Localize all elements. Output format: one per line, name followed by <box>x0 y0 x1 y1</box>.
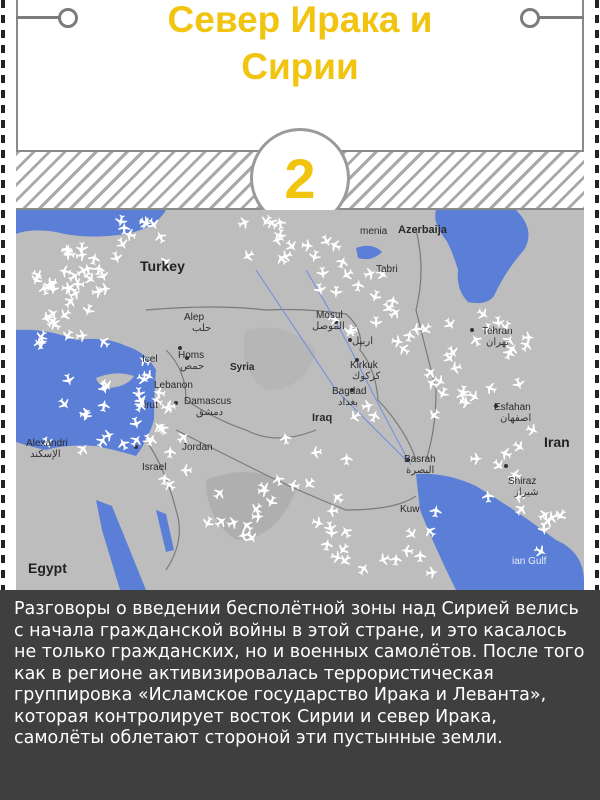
map-label-baghdad: Bagdad <box>332 386 367 397</box>
map-label-basrah-ar: البصرة <box>406 465 435 476</box>
map-label-baghdad-ar: بغداد <box>338 397 359 408</box>
map-label-esfahan-ar: اصفهان <box>500 413 532 424</box>
map-label-tehran-ar: تهران <box>486 337 510 348</box>
title-line-1: Север Ирака и <box>167 0 433 40</box>
map-label-homs: Homs <box>178 350 205 361</box>
map-label-alexandria-ar: الإسكند <box>30 449 61 460</box>
left-pin-wire <box>16 16 60 19</box>
title-line-2: Сирии <box>241 46 359 87</box>
flight-map <box>16 210 584 590</box>
map-label-gulf: ian Gulf <box>512 556 547 567</box>
map-label-shiraz: Shiraz <box>508 476 537 487</box>
map-label-kirkuk: Kirkuk <box>350 360 378 371</box>
map-background <box>16 210 584 590</box>
map-label-damascus: Damascus <box>184 396 232 407</box>
map-label-tehran: Tehran <box>482 326 513 337</box>
page-title <box>100 0 500 90</box>
caption-text: Разговоры о введении бесполётной зоны над Сирией велись с начала гражданской войны в этой стране, и это касалось не только гражданских, но и военных самолётов. После того как в регионе активизировалась террористическая группировка «Исламское государство Ирака и Леванта», которая контролирует восток Сирии и север Ирака, самолёты облетают стороной эти пустынные земли. <box>0 590 600 800</box>
map-label-erbil: اربيل <box>352 336 373 347</box>
section-number-badge: 2 <box>250 128 350 228</box>
map-label-tabriz: Tabri <box>376 264 398 275</box>
map-label-mosul: Mosul <box>316 310 343 321</box>
map-label-aleppo-ar: حلب <box>192 323 212 334</box>
right-dashed-border <box>595 0 599 590</box>
left-pin-icon <box>58 8 78 28</box>
right-pin-wire <box>538 16 584 19</box>
map-label-azerbaijan: Azerbaija <box>398 224 447 236</box>
map-label-syria: Syria <box>230 362 255 373</box>
map-label-damascus-ar: دمشق <box>196 407 224 418</box>
map-label-iraq: Iraq <box>312 412 333 424</box>
map-label-lebanon: Lebanon <box>154 380 193 391</box>
map-label-egypt: Egypt <box>28 560 67 576</box>
map-label-jordan: Jordan <box>182 442 213 453</box>
map-label-homs-ar: حمص <box>180 361 205 372</box>
left-dashed-border <box>1 0 5 590</box>
map-label-basrah: Basrah <box>404 454 436 465</box>
map-label-icel: Icel <box>142 354 158 365</box>
map-label-esfahan: Esfahan <box>494 402 531 413</box>
map-label-aleppo: Alep <box>184 312 205 323</box>
map-label-kirkuk-ar: كركوك <box>352 371 381 382</box>
map-label-alexandria: Alexandri <box>26 438 68 449</box>
map-label-kuwait: Kuw <box>400 504 420 515</box>
right-pin-icon <box>520 8 540 28</box>
map-label-turkey: Turkey <box>140 258 185 274</box>
map-label-israel: Israel <box>142 462 167 473</box>
map-label-armenia: menia <box>360 226 388 237</box>
map-label-iran: Iran <box>544 434 570 450</box>
map-label-beirut: irut <box>144 400 158 411</box>
map-label-mosul-ar: الموصل <box>312 321 345 332</box>
map-label-shiraz-ar: شیراز <box>514 487 539 498</box>
